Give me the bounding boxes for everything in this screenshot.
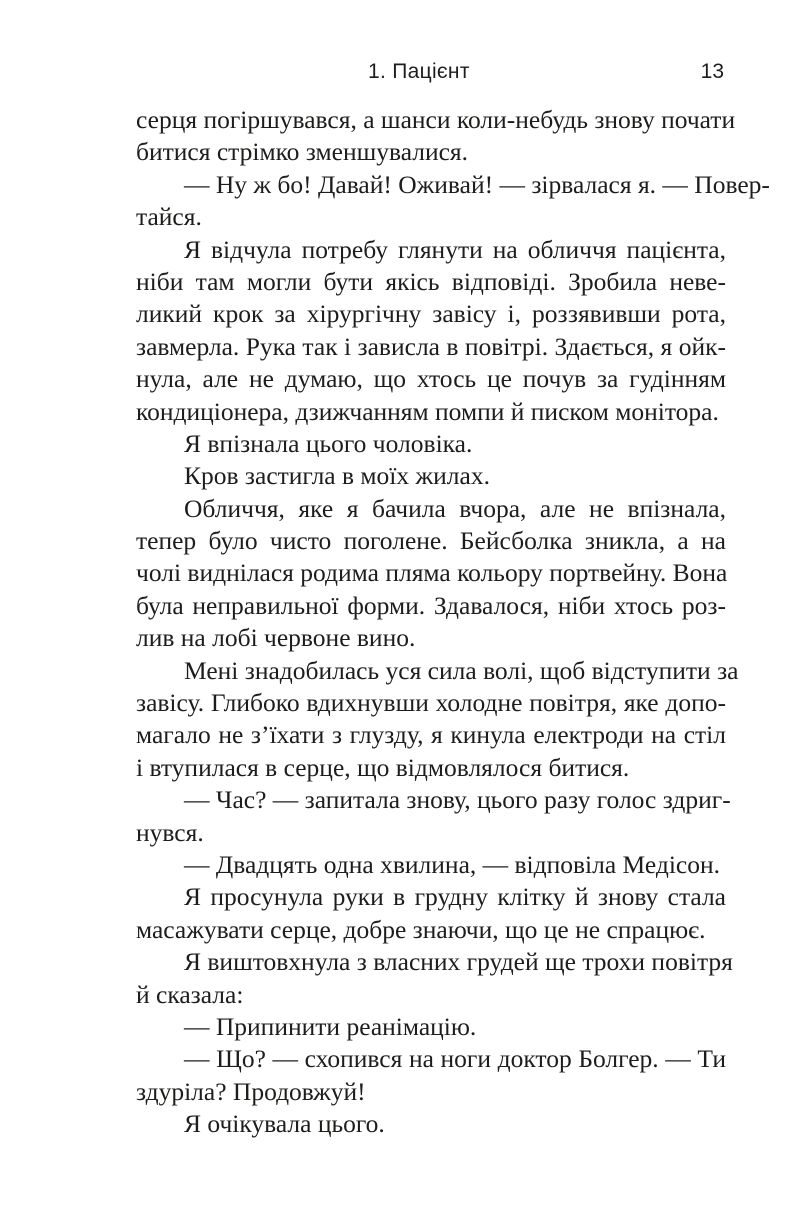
text-line: лив на лобі червоне вино. [136, 623, 416, 653]
text-line: була неправильної форми. Здавалося, ніби хтось роз- [136, 590, 726, 620]
text-line: тепер було чисто поголене. Бейсболка зникла, а на [136, 526, 726, 556]
text-line: Кров застигла в моїх жилах. [184, 461, 490, 491]
text-line: тайся. [136, 202, 202, 232]
text-line: серця погіршувався, а шанси коли-небудь знову почати [136, 105, 736, 134]
text-line: чолі виднілася родима пляма кольору портвейну. Вона [136, 558, 728, 588]
text-line: завісу. Глибоко вдихнувши холодне повітря, яке допо- [136, 688, 726, 718]
text-line: і втупилася в серце, що відмовлялося битися. [136, 752, 630, 782]
text-line: масажувати серце, добре знаючи, що це не спрацює. [136, 914, 706, 944]
running-head [0, 60, 800, 90]
text-line: битися стрімко зменшувалися. [136, 137, 469, 167]
text-line: ніби там могли бути якісь відповіді. Зробила неве- [136, 266, 726, 296]
text-line: ликий крок за хірургічну завісу і, роззявивши рота, [136, 299, 726, 329]
body-text [136, 104, 770, 1141]
text-line: нувся. [136, 817, 204, 847]
text-line: — Припинити реанімацію. [184, 1011, 477, 1041]
text-line: здуріла? Продовжуй! [136, 1076, 366, 1106]
text-line: Я очікувала цього. [184, 1109, 385, 1139]
page-number: 13 [700, 60, 724, 83]
text-line: Я виштовхнула з власних грудей ще трохи повітря [184, 947, 733, 977]
text-line: Я просунула руки в грудну клітку й знову стала [184, 882, 726, 912]
text-line: — Ну ж бо! Давай! Оживай! — зірвалася я. — Повер- [184, 169, 770, 199]
text-line: нула, але не думаю, що хтось це почув за гудінням [136, 364, 726, 394]
text-line: завмерла. Рука так і зависла в повітрі. Здається, я ойк- [136, 331, 726, 361]
text-line: — Двадцять одна хвилина, — відповіла Медісон. [184, 849, 721, 879]
text-line: — Час? — запитала знову, цього разу голос здриг- [184, 785, 731, 815]
text-line: й сказала: [136, 979, 244, 1009]
text-line: Обличчя, яке я бачила вчора, але не впізнала, [184, 493, 726, 523]
text-line: Я відчула потребу глянути на обличчя пацієнта, [184, 234, 726, 264]
text-line: Я впізнала цього чоловіка. [184, 428, 473, 458]
text-line: Мені знадобилась уся сила волі, щоб відступити за [184, 655, 739, 685]
text-line: — Що? — схопився на ноги доктор Болгер. — Ти [184, 1044, 726, 1074]
text-line: магало не з’їхати з глузду, я кинула електроди на стіл [136, 720, 726, 750]
text-line: кондиціонера, дзижчанням помпи й писком монітора. [136, 396, 719, 426]
chapter-title: 1. Пацієнт [368, 60, 470, 83]
